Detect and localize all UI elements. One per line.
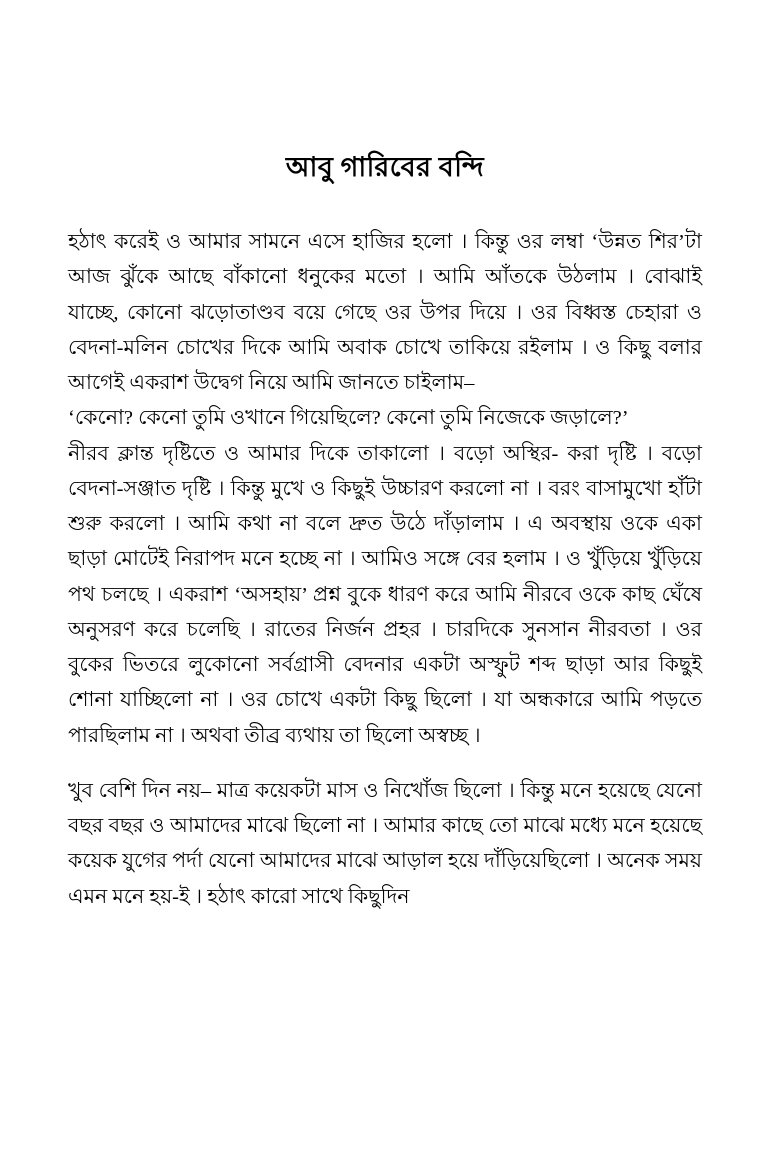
paragraph-4: খুব বেশি দিন নয়– মাত্র কয়েকটা মাস ও নিখোঁজ ছিলো । কিন্তু মনে হয়েছে যেনো বছর বছর ও আমাদের মাঝে ছিলো না । আমার কাছে তো মাঝে মধ্যে মনে হয়েছে কয়েক যুগের পর্দা যেনো আমাদের মাঝে আড়াল হয়ে দাঁড়িয়েছিলো । অনেক সময় এমন মনে হয়-ই । হঠাৎ কারো সাথে কিছুদিন xyxy=(68,779,702,908)
paragraph-3: নীরব ক্লান্ত দৃষ্টিতে ও আমার দিকে তাকালো । বড়ো অস্থির- করা দৃষ্টি । বড়ো বেদনা-সঞ্জাত দৃষ্টি । কিন্তু মুখে ও কিছুই উচ্চারণ করলো না । বরং বাসামুখো হাঁটা শুরু করলো । আমি কথা না বলে দ্রুত উঠে দাঁড়ালাম । এ অবস্থায় ওকে একা ছাড়া মোটেই নিরাপদ মনে হচ্ছে না । আমিও সঙ্গে বের হলাম । ও খুঁড়িয়ে খুঁড়িয়ে পথ চলছে । একরাশ ‘অসহায়’ প্রশ্ন বুকে ধারণ করে আমি নীরবে ওকে কাছ ঘেঁষে অনুসরণ করে চলেছি । রাতের নির্জন প্রহর । চারদিকে সুনসান নীরবতা । ওর বুকের ভিতরে লুকোনো সর্বগ্রাসী বেদনার একটা অস্ফুট শব্দ ছাড়া আর কিছুই শোনা যাচ্ছিলো না । ওর চোখে একটা কিছু ছিলো । যা অন্ধকারে আমি পড়তে পারছিলাম না । অথবা তীব্র ব্যথায় তা ছিলো অস্বচ্ছ । xyxy=(68,442,702,747)
body-text xyxy=(68,225,702,915)
paragraph-2-quote: ‘কেনো? কেনো তুমি ওখানে গিয়েছিলে? কেনো তুমি নিজেকে জড়ালে?’ xyxy=(68,407,629,430)
page-title: আবু গারিবের বন্দি xyxy=(285,152,485,182)
paragraph-1: হঠাৎ করেই ও আমার সামনে এসে হাজির হলো । কিন্তু ওর লম্বা ‘উন্নত শির’টা আজ ঝুঁকে আছে বাঁকানো ধনুকের মতো । আমি আঁতকে উঠলাম । বোঝাই যাচ্ছে, কোনো ঝড়ো‌তাণ্ডব বয়ে গেছে ওর উপর দিয়ে । ওর বিধ্বস্ত চেহারা ও বেদনা-মলিন চোখের দিকে আমি অবাক চোখে তাকিয়ে রইলাম । ও কিছু বলার আগেই একরাশ উদ্বেগ নিয়ে আমি জানতে চাইলাম– xyxy=(68,231,702,395)
